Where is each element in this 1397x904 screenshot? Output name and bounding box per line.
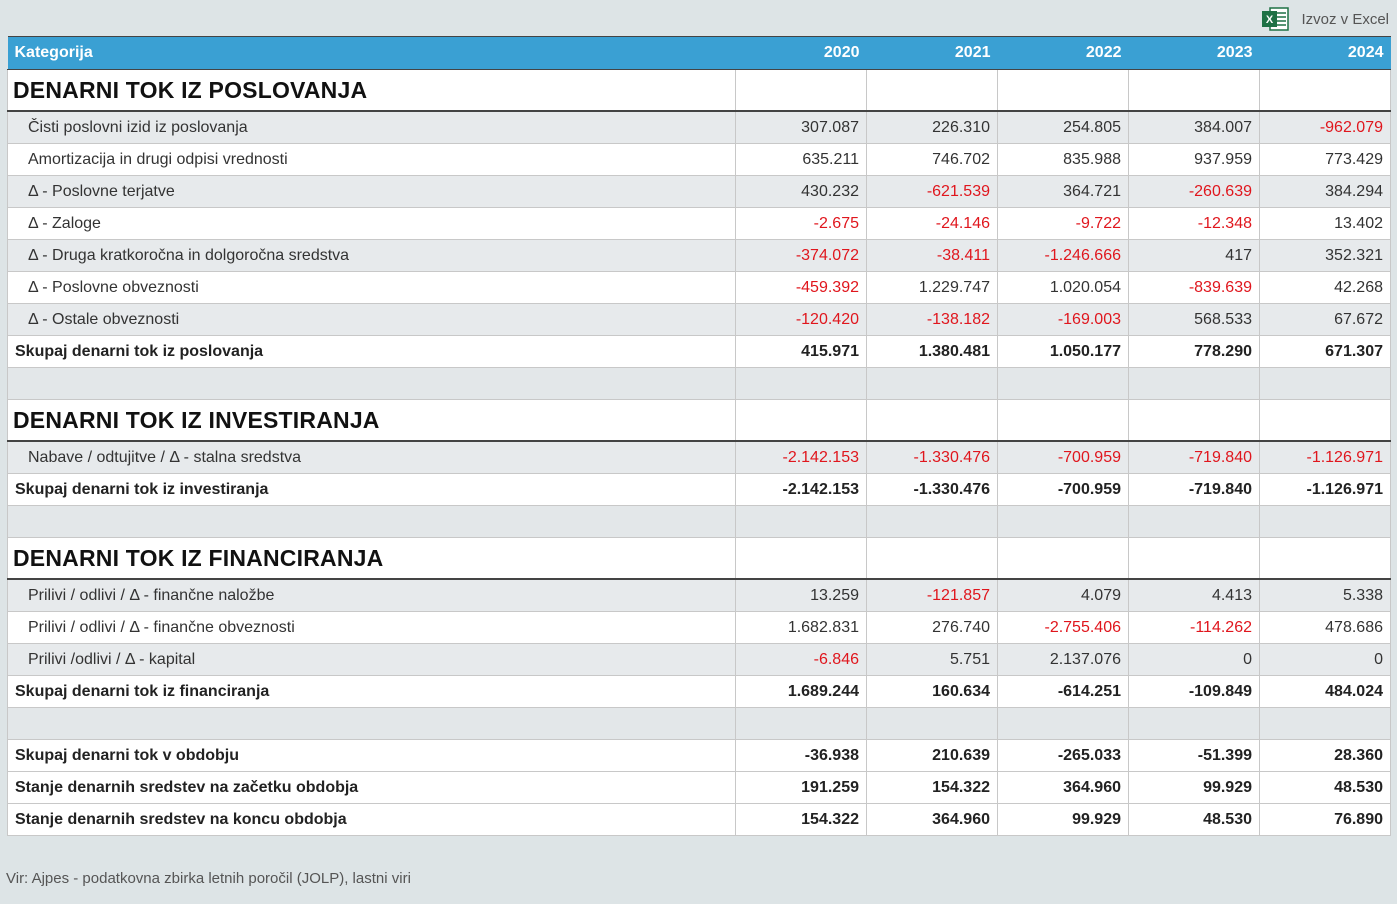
value-cell: 478.686 bbox=[1260, 612, 1391, 644]
table-row bbox=[8, 304, 1391, 336]
total-row bbox=[8, 336, 1391, 368]
empty-cell bbox=[1260, 506, 1391, 538]
empty-cell bbox=[1260, 538, 1391, 580]
spacer-row bbox=[8, 708, 1391, 740]
empty-cell bbox=[1129, 70, 1260, 112]
empty-cell bbox=[1129, 708, 1260, 740]
value-cell: 364.721 bbox=[998, 176, 1129, 208]
value-cell: 1.229.747 bbox=[867, 272, 998, 304]
empty-cell bbox=[1260, 70, 1391, 112]
source-note: Vir: Ajpes - podatkovna zbirka letnih poročil (JOLP), lastni viri bbox=[6, 870, 411, 887]
cash-flow-table bbox=[7, 36, 1391, 836]
value-cell: 2.137.076 bbox=[998, 644, 1129, 676]
value-cell: 937.959 bbox=[1129, 144, 1260, 176]
spacer-row bbox=[8, 368, 1391, 400]
value-cell: 430.232 bbox=[736, 176, 867, 208]
row-label: Prilivi /odlivi / Δ - kapital bbox=[8, 644, 736, 676]
spacer-cell bbox=[8, 506, 736, 538]
value-cell: 226.310 bbox=[867, 111, 998, 144]
spacer-cell bbox=[8, 368, 736, 400]
total-row bbox=[8, 676, 1391, 708]
value-cell: -719.840 bbox=[1129, 474, 1260, 506]
value-cell: -6.846 bbox=[736, 644, 867, 676]
value-cell: 1.689.244 bbox=[736, 676, 867, 708]
value-cell: 254.805 bbox=[998, 111, 1129, 144]
row-label: Amortizacija in drugi odpisi vrednosti bbox=[8, 144, 736, 176]
value-cell: 48.530 bbox=[1260, 772, 1391, 804]
spacer-row bbox=[8, 506, 1391, 538]
value-cell: 1.682.831 bbox=[736, 612, 867, 644]
value-cell: -169.003 bbox=[998, 304, 1129, 336]
row-label: Δ - Zaloge bbox=[8, 208, 736, 240]
header-category: Kategorija bbox=[8, 37, 736, 70]
value-cell: 1.050.177 bbox=[998, 336, 1129, 368]
empty-cell bbox=[736, 400, 867, 442]
value-cell: -138.182 bbox=[867, 304, 998, 336]
value-cell: -24.146 bbox=[867, 208, 998, 240]
empty-cell bbox=[998, 70, 1129, 112]
empty-cell bbox=[998, 368, 1129, 400]
value-cell: 0 bbox=[1129, 644, 1260, 676]
section-title: DENARNI TOK IZ POSLOVANJA bbox=[8, 70, 736, 112]
table-row bbox=[8, 208, 1391, 240]
excel-icon bbox=[1261, 6, 1289, 32]
table-row bbox=[8, 176, 1391, 208]
row-label: Nabave / odtujitve / Δ - stalna sredstva bbox=[8, 441, 736, 474]
value-cell: -2.675 bbox=[736, 208, 867, 240]
row-label: Δ - Poslovne obveznosti bbox=[8, 272, 736, 304]
value-cell: 746.702 bbox=[867, 144, 998, 176]
value-cell: -621.539 bbox=[867, 176, 998, 208]
empty-cell bbox=[998, 708, 1129, 740]
value-cell: -121.857 bbox=[867, 579, 998, 612]
value-cell: -109.849 bbox=[1129, 676, 1260, 708]
empty-cell bbox=[736, 368, 867, 400]
table-row bbox=[8, 272, 1391, 304]
value-cell: -2.755.406 bbox=[998, 612, 1129, 644]
value-cell: -962.079 bbox=[1260, 111, 1391, 144]
value-cell: 307.087 bbox=[736, 111, 867, 144]
value-cell: 415.971 bbox=[736, 336, 867, 368]
value-cell: 778.290 bbox=[1129, 336, 1260, 368]
value-cell: 4.413 bbox=[1129, 579, 1260, 612]
value-cell: 13.402 bbox=[1260, 208, 1391, 240]
value-cell: 364.960 bbox=[867, 804, 998, 836]
value-cell: 4.079 bbox=[998, 579, 1129, 612]
header-year: 2023 bbox=[1129, 37, 1260, 70]
value-cell: -51.399 bbox=[1129, 740, 1260, 772]
value-cell: -1.330.476 bbox=[867, 441, 998, 474]
value-cell: 384.294 bbox=[1260, 176, 1391, 208]
value-cell: 5.751 bbox=[867, 644, 998, 676]
value-cell: 76.890 bbox=[1260, 804, 1391, 836]
row-label: Čisti poslovni izid iz poslovanja bbox=[8, 111, 736, 144]
value-cell: 210.639 bbox=[867, 740, 998, 772]
value-cell: -1.246.666 bbox=[998, 240, 1129, 272]
value-cell: 160.634 bbox=[867, 676, 998, 708]
empty-cell bbox=[867, 70, 998, 112]
row-label: Skupaj denarni tok iz poslovanja bbox=[8, 336, 736, 368]
value-cell: -614.251 bbox=[998, 676, 1129, 708]
empty-cell bbox=[1129, 368, 1260, 400]
empty-cell bbox=[867, 506, 998, 538]
value-cell: 99.929 bbox=[1129, 772, 1260, 804]
value-cell: 352.321 bbox=[1260, 240, 1391, 272]
empty-cell bbox=[1129, 506, 1260, 538]
row-label: Δ - Ostale obveznosti bbox=[8, 304, 736, 336]
value-cell: 1.380.481 bbox=[867, 336, 998, 368]
value-cell: -2.142.153 bbox=[736, 441, 867, 474]
value-cell: 384.007 bbox=[1129, 111, 1260, 144]
empty-cell bbox=[736, 506, 867, 538]
value-cell: -700.959 bbox=[998, 474, 1129, 506]
total-row bbox=[8, 804, 1391, 836]
total-row bbox=[8, 772, 1391, 804]
value-cell: 835.988 bbox=[998, 144, 1129, 176]
value-cell: 568.533 bbox=[1129, 304, 1260, 336]
value-cell: -1.126.971 bbox=[1260, 474, 1391, 506]
row-label: Prilivi / odlivi / Δ - finančne obveznosti bbox=[8, 612, 736, 644]
empty-cell bbox=[1260, 708, 1391, 740]
row-label: Skupaj denarni tok v obdobju bbox=[8, 740, 736, 772]
value-cell: 42.268 bbox=[1260, 272, 1391, 304]
value-cell: -12.348 bbox=[1129, 208, 1260, 240]
value-cell: -120.420 bbox=[736, 304, 867, 336]
row-label: Δ - Poslovne terjatve bbox=[8, 176, 736, 208]
value-cell: 191.259 bbox=[736, 772, 867, 804]
value-cell: -36.938 bbox=[736, 740, 867, 772]
value-cell: -114.262 bbox=[1129, 612, 1260, 644]
empty-cell bbox=[736, 708, 867, 740]
value-cell: 28.360 bbox=[1260, 740, 1391, 772]
value-cell: -1.126.971 bbox=[1260, 441, 1391, 474]
value-cell: 13.259 bbox=[736, 579, 867, 612]
value-cell: 5.338 bbox=[1260, 579, 1391, 612]
value-cell: -38.411 bbox=[867, 240, 998, 272]
value-cell: -700.959 bbox=[998, 441, 1129, 474]
header-year: 2024 bbox=[1260, 37, 1391, 70]
value-cell: -265.033 bbox=[998, 740, 1129, 772]
empty-cell bbox=[736, 70, 867, 112]
value-cell: 99.929 bbox=[998, 804, 1129, 836]
value-cell: -9.722 bbox=[998, 208, 1129, 240]
row-label: Stanje denarnih sredstev na koncu obdobja bbox=[8, 804, 736, 836]
value-cell: -2.142.153 bbox=[736, 474, 867, 506]
section-heading-row bbox=[8, 400, 1391, 442]
empty-cell bbox=[998, 538, 1129, 580]
value-cell: -719.840 bbox=[1129, 441, 1260, 474]
export-excel-label: Izvoz v Excel bbox=[1301, 10, 1389, 28]
value-cell: 364.960 bbox=[998, 772, 1129, 804]
empty-cell bbox=[1129, 538, 1260, 580]
value-cell: -260.639 bbox=[1129, 176, 1260, 208]
value-cell: -1.330.476 bbox=[867, 474, 998, 506]
empty-cell bbox=[1260, 400, 1391, 442]
value-cell: 48.530 bbox=[1129, 804, 1260, 836]
value-cell: 417 bbox=[1129, 240, 1260, 272]
value-cell: 773.429 bbox=[1260, 144, 1391, 176]
header-year: 2022 bbox=[998, 37, 1129, 70]
empty-cell bbox=[867, 400, 998, 442]
value-cell: -374.072 bbox=[736, 240, 867, 272]
value-cell: 0 bbox=[1260, 644, 1391, 676]
header-year: 2021 bbox=[867, 37, 998, 70]
value-cell: 276.740 bbox=[867, 612, 998, 644]
table-row bbox=[8, 111, 1391, 144]
section-heading-row bbox=[8, 538, 1391, 580]
empty-cell bbox=[1129, 400, 1260, 442]
row-label: Δ - Druga kratkoročna in dolgoročna sredstva bbox=[8, 240, 736, 272]
row-label: Skupaj denarni tok iz financiranja bbox=[8, 676, 736, 708]
table-row bbox=[8, 240, 1391, 272]
value-cell: 671.307 bbox=[1260, 336, 1391, 368]
table-row bbox=[8, 144, 1391, 176]
value-cell: 67.672 bbox=[1260, 304, 1391, 336]
table-row bbox=[8, 579, 1391, 612]
empty-cell bbox=[867, 708, 998, 740]
value-cell: -839.639 bbox=[1129, 272, 1260, 304]
section-title: DENARNI TOK IZ FINANCIRANJA bbox=[8, 538, 736, 580]
export-excel-button[interactable] bbox=[1261, 6, 1389, 32]
empty-cell bbox=[1260, 368, 1391, 400]
row-label: Skupaj denarni tok iz investiranja bbox=[8, 474, 736, 506]
value-cell: 154.322 bbox=[867, 772, 998, 804]
svg-text:X: X bbox=[1266, 14, 1274, 26]
empty-cell bbox=[998, 506, 1129, 538]
total-row bbox=[8, 740, 1391, 772]
table-row bbox=[8, 612, 1391, 644]
total-row bbox=[8, 474, 1391, 506]
spacer-cell bbox=[8, 708, 736, 740]
table-header-row bbox=[8, 37, 1391, 70]
value-cell: 635.211 bbox=[736, 144, 867, 176]
row-label: Prilivi / odlivi / Δ - finančne naložbe bbox=[8, 579, 736, 612]
table-row bbox=[8, 441, 1391, 474]
row-label: Stanje denarnih sredstev na začetku obdobja bbox=[8, 772, 736, 804]
header-year: 2020 bbox=[736, 37, 867, 70]
empty-cell bbox=[867, 368, 998, 400]
empty-cell bbox=[998, 400, 1129, 442]
value-cell: 154.322 bbox=[736, 804, 867, 836]
empty-cell bbox=[736, 538, 867, 580]
value-cell: 484.024 bbox=[1260, 676, 1391, 708]
empty-cell bbox=[867, 538, 998, 580]
table-row bbox=[8, 644, 1391, 676]
value-cell: -459.392 bbox=[736, 272, 867, 304]
section-title: DENARNI TOK IZ INVESTIRANJA bbox=[8, 400, 736, 442]
value-cell: 1.020.054 bbox=[998, 272, 1129, 304]
section-heading-row bbox=[8, 70, 1391, 112]
